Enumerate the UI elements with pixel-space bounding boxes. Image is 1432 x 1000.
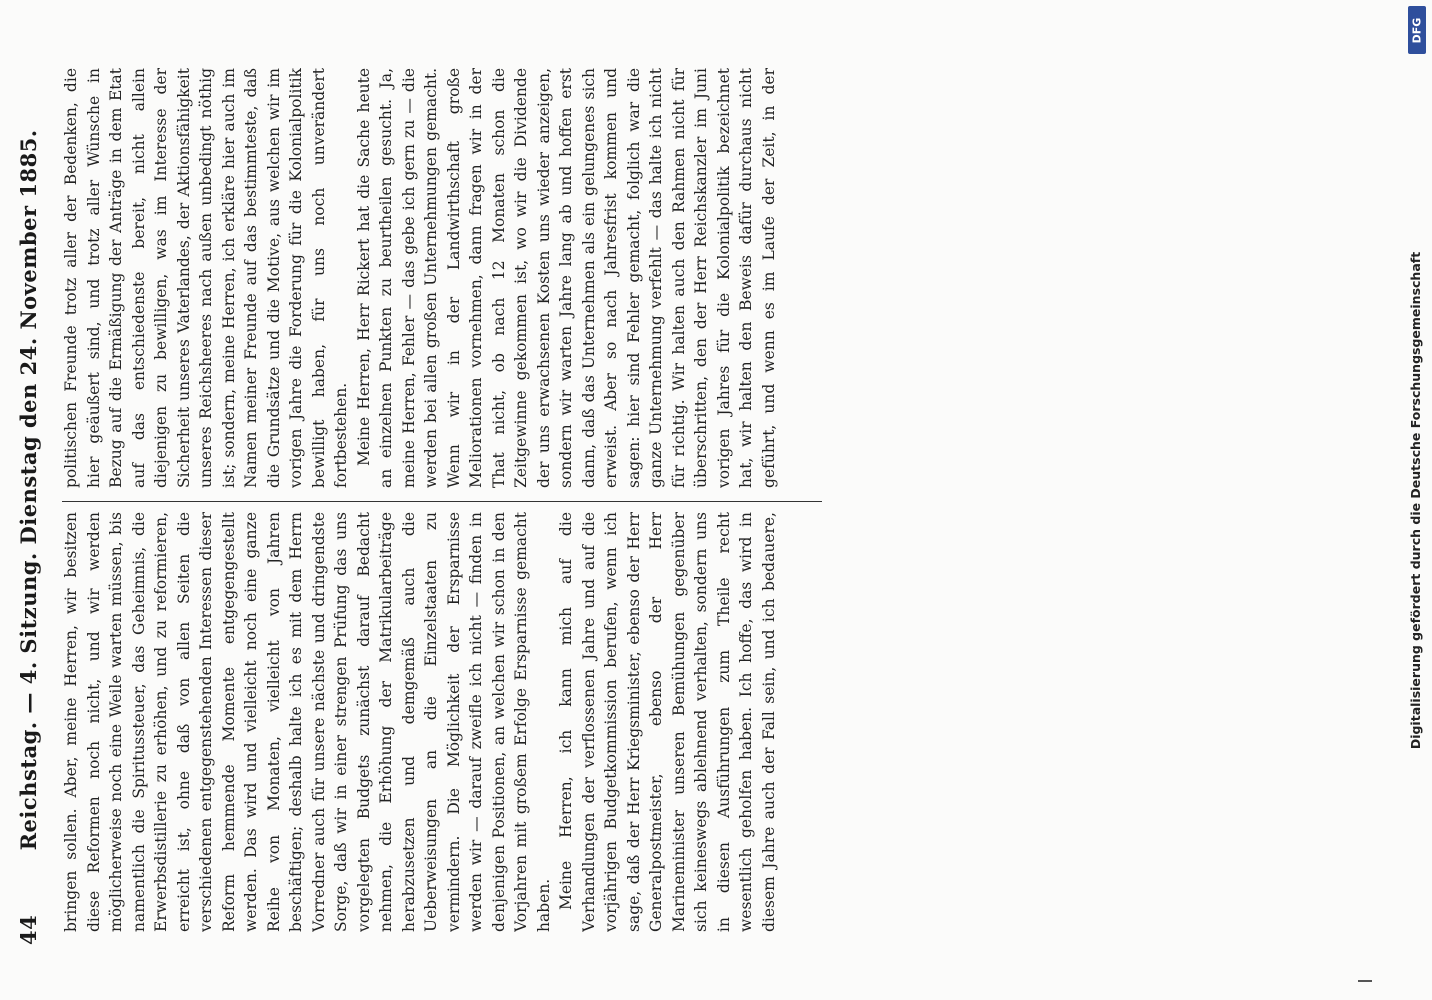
scan-edge-mark <box>1358 980 1372 982</box>
column-divider <box>62 501 822 502</box>
right-column <box>60 68 780 488</box>
right-column-paragraph: Meine Herren, Herr Rickert hat die Sache heute an einzelnen Punkten zu beurtheilen gesucht. Ja, meine Herren, Fehler — das gebe ich gern zu — die werden bei allen großen Unternehmungen gemacht. Wenn wir in der Landwirthschaft große Meliorationen vornehmen, dann fragen wir in der That nicht, ob nach 12 Monaten schon die Zeitgewinne gekommen ist, wo wir die Dividende der uns erwachsenen Kosten uns wieder anzeigen, sondern wir warten Jahre lang ab und hoffen erst dann, daß das Unternehmen als ein gelungenes sich erweist. Aber so nach Jahresfrist kommen und sagen: hier sind Fehler gemacht, folglich war die ganze Unternehmung verfehlt — das halte ich nicht für richtig. Wir halten auch den Rahmen nicht für überschritten, den der Herr Reichskanzler im Juni vorigen Jahres für die Kolonialpolitik bezeichnet hat, wir halten den Beweis dafür durchaus nicht geführt, und wenn es im Laufe der Zeit, in der <box>354 68 778 488</box>
left-column <box>60 512 780 932</box>
dfg-logo-icon <box>1408 6 1426 54</box>
running-title: Reichstag. — 4. Sitzung. Dienstag den 24. November 1885. <box>15 129 41 851</box>
left-column-paragraph: bringen sollen. Aber, meine Herren, wir besitzen diese Reformen noch nicht, und wir werden möglicherweise noch eine Weile warten müssen, bis namentlich die Spiritussteuer, das Geheimnis, die Erwerbsdistillerie zu erhöhen, und zu reformieren, erreicht ist, ohne daß von allen Seiten die verschiedenen entgegenstehenden Interessen dieser Reform hemmende Momente entgegengestellt werden. Das wird und vielleicht noch eine ganze Reihe von Monaten, vielleicht von Jahren beschäftigen; deshalb halte ich es mit dem Herrn Vorredner auch für unsere nächste und dringendste Sorge, daß wir in einer strengen Prüfung das uns vorgelegten Budgets zunächst darauf Bedacht nehmen, die Erhöhung der Matrikularbeiträge herabzusetzen und demgemäß auch die Ueberweisungen an die Einzelstaaten zu vermindern. Die Möglichkeit der Ersparnisse werden wir — darauf zweifle ich nicht — finden in denjenigen Positionen, an welchen wir schon in den Vorjahren mit großem Erfolge Ersparnisse gemacht haben. <box>62 512 553 932</box>
page-header <box>8 65 48 945</box>
right-column-paragraph: politischen Freunde trotz aller der Bedenken, die hier geäußert sind, und trotz aller Wünsche in Bezug auf die Ermäßigung der Anträge in dem Etat auf das entschiedenste bereit, nicht allein diejenigen zu bewilligen, was im Interesse der Sicherheit unseres Vaterlandes, der Aktionsfähigkeit unseres Reichsheeres nach außen unbedingt nöthig ist; sondern, meine Herren, ich erkläre hier auch im Namen meiner Freunde auf das bestimmteste, daß die Grundsätze und die Motive, aus welchen wir im vorigen Jahre die Forderung für die Kolonialpolitik bewilligt haben, für uns noch unverändert fortbestehen. <box>62 68 350 488</box>
left-column-paragraph: Meine Herren, ich kann mich auf die Verhandlungen der verflossenen Jahre und auf die vorjährigen Budgetkommission berufen, wenn ich sage, daß der Herr Kriegsminister, ebenso der Herr Generalpostmeister, ebenso der Herr Marineminister unseren Bemühungen gegenüber sich keineswegs ablehnend verhalten, sondern uns in diesen Ausführungen zum Theile recht wesentlich geholfen haben. Ich hoffe, das wird in diesem Jahre auch der Fall sein, und ich bedauere, <box>557 512 778 932</box>
page-number: 44 <box>15 914 41 945</box>
dfg-sidebar <box>1400 0 1432 1000</box>
dfg-credit-text: Digitalisierung gefördert durch die Deutsche Forschungsgemeinschaft <box>1408 251 1424 749</box>
dfg-logo-text: DFG <box>1410 17 1424 43</box>
